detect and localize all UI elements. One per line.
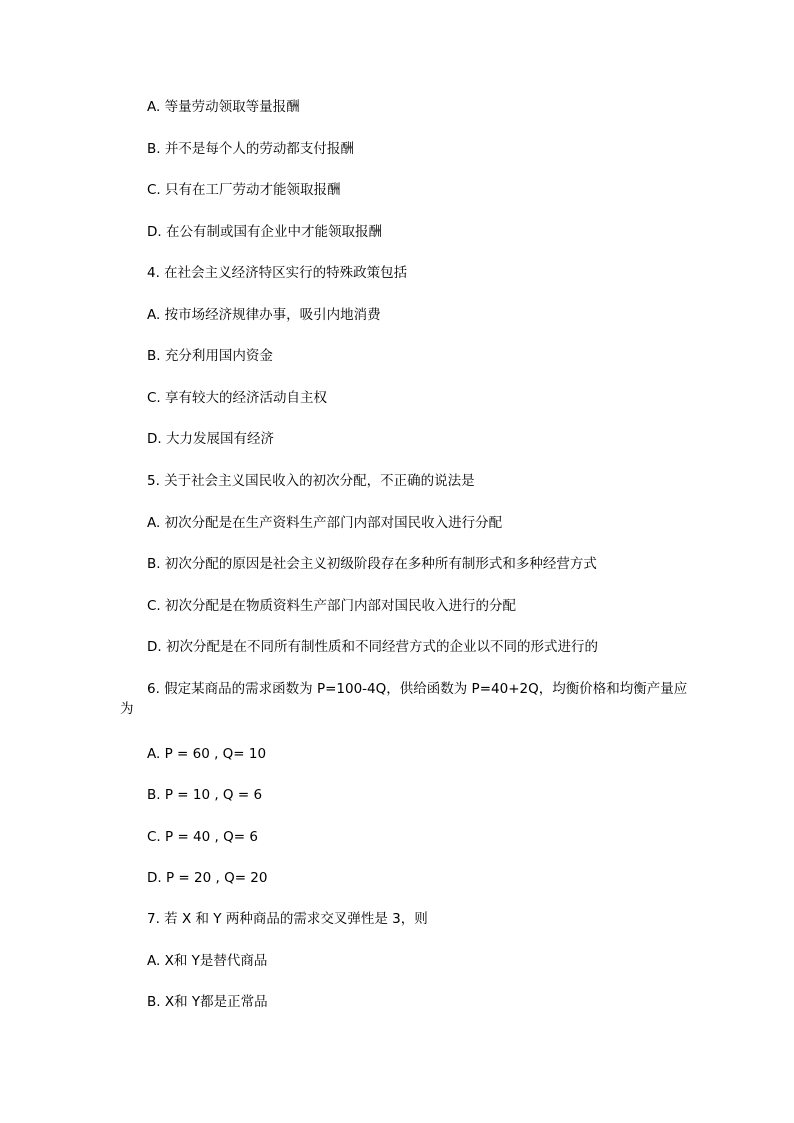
q6-option-a: A. P = 60 , Q= 10	[147, 746, 267, 762]
q7-option-b: B. X和 Y都是正常品	[147, 994, 268, 1010]
q4-option-a: A. 按市场经济规律办事，吸引内地消费	[147, 307, 381, 323]
q7-option-a: A. X和 Y是替代商品	[147, 953, 268, 969]
q3-option-d: D. 在公有制或国有企业中才能领取报酬	[147, 224, 382, 240]
q4-option-b: B. 充分利用国内资金	[147, 348, 273, 364]
q4-option-d: D. 大力发展国有经济	[147, 431, 274, 447]
q6-option-b: B. P = 10 , Q = 6	[147, 787, 263, 803]
q3-option-c: C. 只有在工厂劳动才能领取报酬	[147, 182, 341, 198]
q3-option-b: B. 并不是每个人的劳动都支付报酬	[147, 141, 354, 157]
q4-option-c: C. 享有较大的经济活动自主权	[147, 390, 328, 406]
q6-option-d: D. P = 20 , Q= 20	[147, 870, 268, 886]
q6-stem-line2: 为	[120, 701, 134, 717]
q6-option-c: C. P = 40 , Q= 6	[147, 829, 258, 845]
q5-stem: 5. 关于社会主义国民收入的初次分配，不正确的说法是	[147, 473, 475, 489]
q7-stem: 7. 若 X 和 Y 两种商品的需求交叉弹性是 3，则	[147, 911, 428, 927]
q5-option-a: A. 初次分配是在生产资料生产部门内部对国民收入进行分配	[147, 515, 503, 531]
q5-option-d: D. 初次分配是在不同所有制性质和不同经营方式的企业以不同的形式进行的	[147, 639, 598, 655]
q5-option-c: C. 初次分配是在物质资料生产部门内部对国民收入进行的分配	[147, 598, 517, 614]
q6-stem-line1: 6. 假定某商品的需求函数为 P=100-4Q，供给函数为 P=40+2Q，均衡价格和均衡产量应	[147, 681, 688, 697]
q4-stem: 4. 在社会主义经济特区实行的特殊政策包括	[147, 265, 408, 281]
q3-option-a: A. 等量劳动领取等量报酬	[147, 99, 300, 115]
q5-option-b: B. 初次分配的原因是社会主义初级阶段存在多种所有制形式和多种经营方式	[147, 556, 597, 572]
